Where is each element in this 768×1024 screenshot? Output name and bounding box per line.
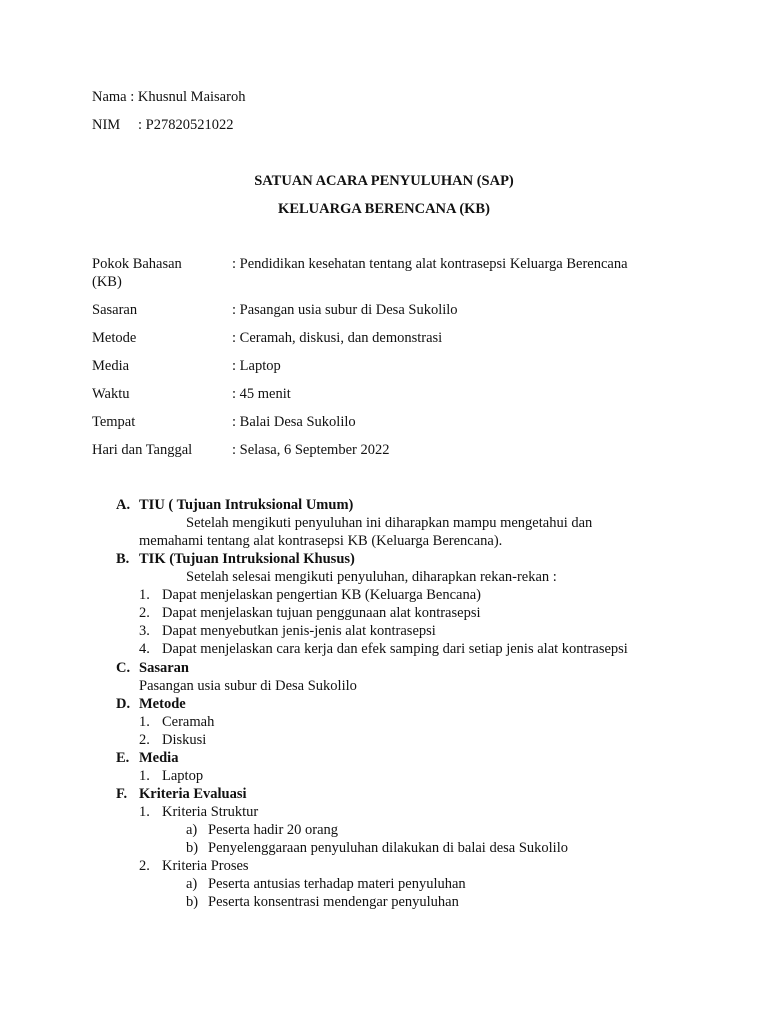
- section-b-item-1: Dapat menjelaskan pengertian KB (Keluarga Bencana): [162, 587, 481, 603]
- section-f-group-2-num: 2.: [139, 858, 150, 874]
- info-value-hari: : Selasa, 6 September 2022: [232, 442, 390, 458]
- section-c-text: Pasangan usia subur di Desa Sukolilo: [139, 678, 357, 694]
- title-line-1: SATUAN ACARA PENYULUHAN (SAP): [254, 173, 514, 189]
- section-b-intro: Setelah selesai mengikuti penyuluhan, diharapkan rekan-rekan :: [186, 569, 557, 585]
- section-a-title: TIU ( Tujuan Intruksional Umum): [139, 497, 354, 513]
- section-d-item-2-num: 2.: [139, 732, 150, 748]
- section-f-group-1-sub-a: Peserta hadir 20 orang: [208, 822, 339, 838]
- section-f-title: Kriteria Evaluasi: [139, 786, 247, 802]
- section-b-item-1-num: 1.: [139, 587, 150, 603]
- info-value-waktu: : 45 menit: [232, 386, 291, 402]
- name-label: Nama: [92, 89, 127, 105]
- name-line: Nama : Khusnul Maisaroh: [92, 89, 246, 105]
- section-f-group-1-num: 1.: [139, 804, 150, 820]
- section-b-item-3-num: 3.: [139, 623, 150, 639]
- section-f-group-1-sub-a-letter: a): [186, 822, 198, 838]
- info-value-sasaran: : Pasangan usia subur di Desa Sukolilo: [232, 302, 458, 318]
- section-b-item-4-num: 4.: [139, 641, 150, 657]
- section-b-item-2-num: 2.: [139, 605, 150, 621]
- section-e-title: Media: [139, 750, 179, 766]
- info-label-sasaran: Sasaran: [92, 302, 138, 318]
- section-e-letter: E.: [116, 750, 130, 766]
- section-a-text-1: Setelah mengikuti penyuluhan ini diharapkan mampu mengetahui dan: [186, 515, 593, 531]
- section-d-title: Metode: [139, 696, 186, 712]
- section-e-item-1: Laptop: [162, 768, 204, 784]
- section-f-group-2: Kriteria Proses: [162, 858, 249, 874]
- section-b-title: TIK (Tujuan Intruksional Khusus): [139, 551, 355, 567]
- section-d-item-2: Diskusi: [162, 732, 207, 748]
- info-label-media: Media: [92, 358, 130, 374]
- nim-label: NIM: [92, 117, 121, 133]
- section-f-group-1-sub-b: Penyelenggaraan penyuluhan dilakukan di balai desa Sukolilo: [208, 840, 568, 856]
- section-f-group-2-sub-b: Peserta konsentrasi mendengar penyuluhan: [208, 894, 459, 910]
- section-b-item-4: Dapat menjelaskan cara kerja dan efek samping dari setiap jenis alat kontrasepsi: [162, 641, 628, 657]
- section-b-letter: B.: [116, 551, 130, 567]
- section-e-item-1-num: 1.: [139, 768, 150, 784]
- section-a-text-2: memahami tentang alat kontrasepsi KB (Keluarga Berencana).: [139, 533, 503, 549]
- info-value-metode: : Ceramah, diskusi, dan demonstrasi: [232, 330, 443, 346]
- nim-line: : P27820521022: [138, 117, 234, 133]
- info-label-pokok-2: (KB): [92, 274, 122, 290]
- section-f-group-1: Kriteria Struktur: [162, 804, 259, 820]
- info-label-tempat: Tempat: [92, 414, 136, 430]
- section-f-letter: F.: [116, 786, 128, 802]
- section-f-group-2-sub-a: Peserta antusias terhadap materi penyuluhan: [208, 876, 466, 892]
- info-label-waktu: Waktu: [92, 386, 130, 402]
- title-line-2: KELUARGA BERENCANA (KB): [278, 201, 490, 217]
- section-d-item-1-num: 1.: [139, 714, 150, 730]
- section-f-group-2-sub-b-letter: b): [186, 894, 199, 910]
- info-value-media: : Laptop: [232, 358, 281, 374]
- section-c-title: Sasaran: [139, 660, 189, 676]
- info-label-hari: Hari dan Tanggal: [92, 442, 193, 458]
- section-a-letter: A.: [116, 497, 131, 513]
- section-b-item-2: Dapat menjelaskan tujuan penggunaan alat kontrasepsi: [162, 605, 481, 621]
- section-f-group-1-sub-b-letter: b): [186, 840, 199, 856]
- name-value: Khusnul Maisaroh: [137, 89, 246, 105]
- section-d-item-1: Ceramah: [162, 714, 215, 730]
- section-b-item-3: Dapat menyebutkan jenis-jenis alat kontrasepsi: [162, 623, 436, 639]
- info-value-pokok: : Pendidikan kesehatan tentang alat kontrasepsi Keluarga Berencana: [232, 256, 628, 272]
- section-f-group-2-sub-a-letter: a): [186, 876, 198, 892]
- info-label-metode: Metode: [92, 330, 137, 346]
- info-label-pokok: Pokok Bahasan: [92, 256, 182, 272]
- info-value-tempat: : Balai Desa Sukolilo: [232, 414, 356, 430]
- nim-value: P27820521022: [145, 117, 234, 133]
- section-c-letter: C.: [116, 660, 131, 676]
- section-d-letter: D.: [116, 696, 131, 712]
